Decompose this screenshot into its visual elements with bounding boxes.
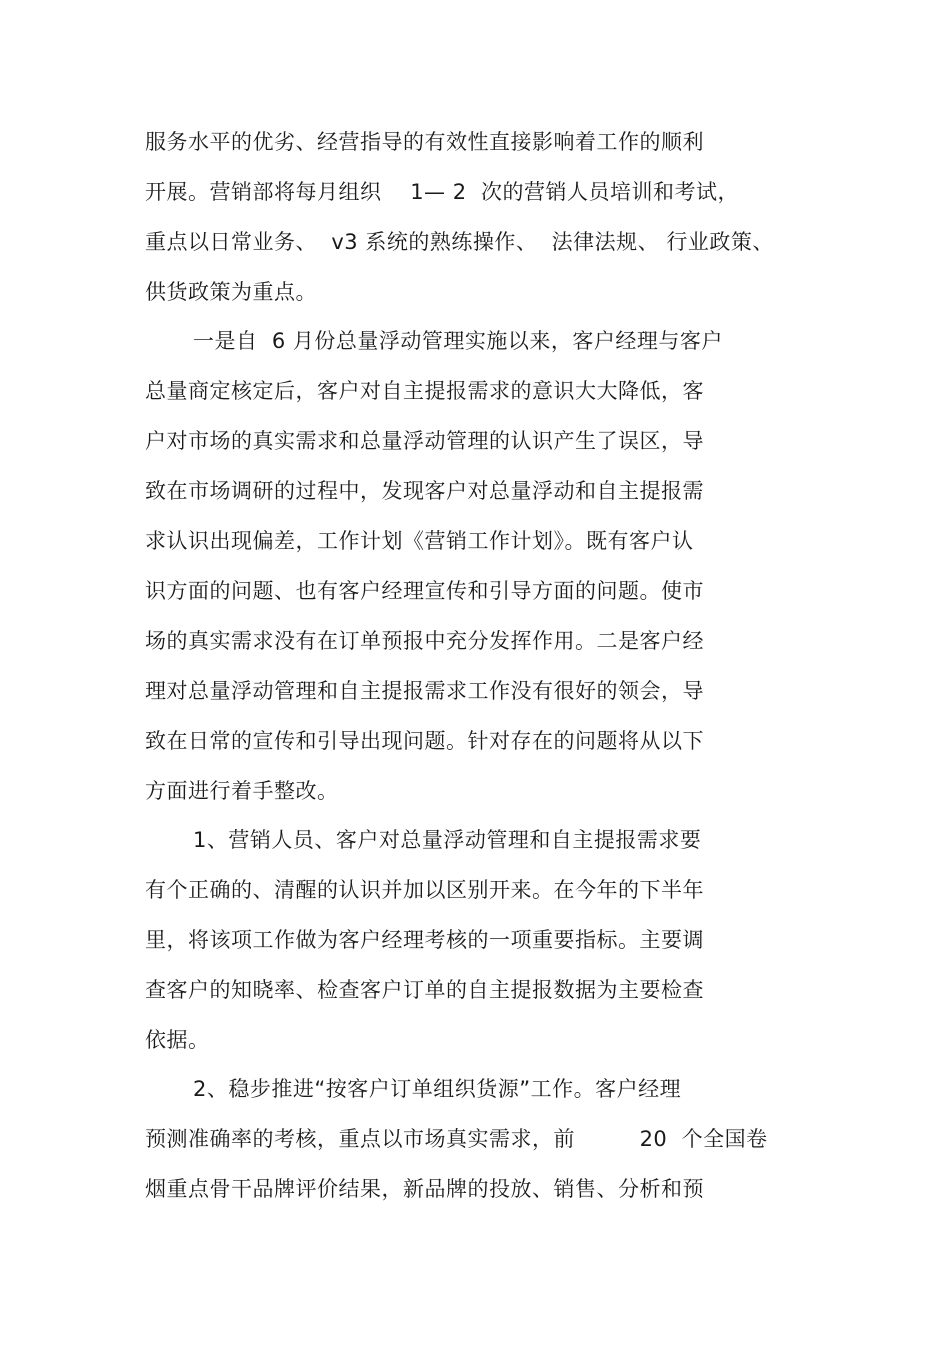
- paragraph-start-line: 一是自 6 月份总量浮动管理实施以来，客户经理与客户: [193, 329, 723, 353]
- text-line: 致在市场调研的过程中，发现客户对总量浮动和自主提报需: [145, 479, 704, 503]
- text-line: 方面进行着手整改。: [145, 779, 339, 803]
- text-line: 求认识出现偏差，工作计划《营销工作计划》。既有客户认: [145, 529, 694, 553]
- text-line: 预测准确率的考核，重点以市场真实需求，前 20 个全国卷: [145, 1127, 768, 1151]
- text-line: 场的真实需求没有在订单预报中充分发挥作用。二是客户经: [145, 629, 704, 653]
- text-line: 查客户的知晓率、检查客户订单的自主提报数据为主要检查: [145, 978, 704, 1002]
- text-line: 开展。营销部将每月组织 1— 2 次的营销人员培训和考试，: [145, 180, 739, 204]
- text-line: 有个正确的、清醒的认识并加以区别开来。在今年的下半年: [145, 878, 704, 902]
- text-line: 识方面的问题、也有客户经理宣传和引导方面的问题。使市: [145, 579, 704, 603]
- text-line: 供货政策为重点。: [145, 280, 317, 304]
- text-line: 服务水平的优劣、经营指导的有效性直接影响着工作的顺利: [145, 130, 704, 154]
- text-line: 户对市场的真实需求和总量浮动管理的认识产生了误区，导: [145, 429, 704, 453]
- text-line: 总量商定核定后，客户对自主提报需求的意识大大降低，客: [145, 379, 704, 403]
- text-line: 里，将该项工作做为客户经理考核的一项重要指标。主要调: [145, 928, 704, 952]
- text-line: 烟重点骨干品牌评价结果，新品牌的投放、销售、分析和预: [145, 1177, 704, 1201]
- text-line: 重点以日常业务、 v3 系统的熟练操作、 法律法规、 行业政策、: [145, 230, 774, 254]
- paragraph-start-line: 1、营销人员、客户对总量浮动管理和自主提报需求要: [193, 828, 702, 852]
- text-line: 依据。: [145, 1028, 210, 1052]
- paragraph-start-line: 2、稳步推进“按客户订单组织货源”工作。客户经理: [193, 1077, 682, 1101]
- text-line: 理对总量浮动管理和自主提报需求工作没有很好的领会，导: [145, 679, 704, 703]
- text-line: 致在日常的宣传和引导出现问题。针对存在的问题将从以下: [145, 729, 704, 753]
